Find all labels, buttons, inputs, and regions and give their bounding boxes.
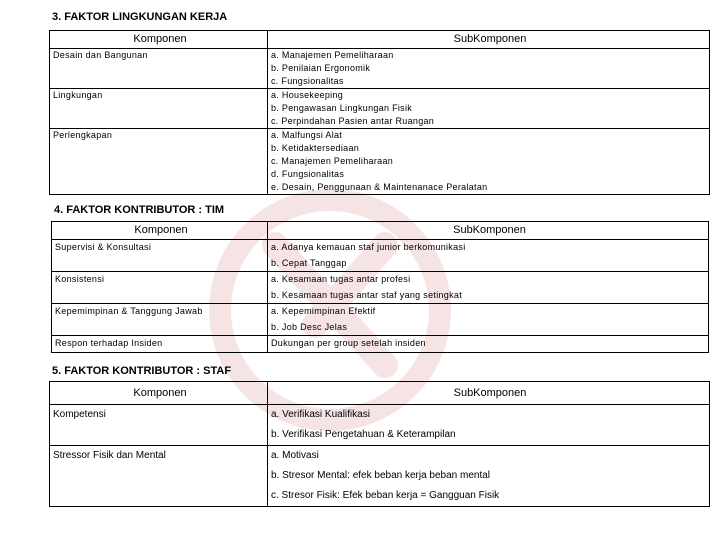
table-staf	[49, 381, 710, 507]
sub-item: d. Fungsionalitas	[271, 169, 345, 179]
sub-item: b. Stresor Mental: efek beban kerja beban mental	[271, 470, 491, 481]
komponen-cell: Desain dan Bangunan	[53, 50, 148, 60]
sub-item: c. Perpindahan Pasien antar Ruangan	[271, 116, 435, 126]
section-title-tim: 4. FAKTOR KONTRIBUTOR : TIM	[54, 204, 225, 216]
komponen-cell: Perlengkapan	[53, 130, 113, 140]
table-row	[50, 129, 710, 195]
header-subkomponen: SubKomponen	[268, 31, 710, 49]
table-row	[52, 240, 709, 272]
table-header	[50, 382, 710, 405]
sub-item: b. Ketidaktersediaan	[271, 143, 360, 153]
header-komponen: Komponen	[50, 382, 268, 405]
header-komponen: Komponen	[50, 31, 268, 49]
section-title-lingkungan-kerja: 3. FAKTOR LINGKUNGAN KERJA	[52, 11, 228, 23]
table-row	[52, 304, 709, 336]
table-header	[52, 222, 709, 240]
sub-item: b. Verifikasi Pengetahuan & Keterampilan	[271, 429, 456, 440]
sub-item: b. Kesamaan tugas antar staf yang setingkat	[271, 289, 463, 300]
sub-item: b. Cepat Tanggap	[271, 257, 347, 268]
sub-item: b. Pengawasan Lingkungan Fisik	[271, 103, 413, 113]
sub-item: a. Kepemimpinan Efektif	[271, 306, 376, 316]
komponen-cell: Supervisi & Konsultasi	[55, 242, 152, 252]
komponen-cell: Respon terhadap Insiden	[55, 338, 163, 348]
sub-item: a. Adanya kemauan staf junior berkomunikasi	[271, 242, 466, 252]
sub-item: c. Stresor Fisik: Efek beban kerja = Gangguan Fisik	[271, 490, 500, 501]
sub-item: b. Job Desc Jelas	[271, 321, 348, 332]
komponen-cell: Kompetensi	[53, 409, 106, 420]
table-row	[50, 89, 710, 129]
sub-item: a. Manajemen Pemeliharaan	[271, 50, 394, 60]
komponen-cell: Kepemimpinan & Tanggung Jawab	[55, 306, 203, 316]
sub-item: a. Malfungsi Alat	[271, 130, 343, 140]
komponen-cell: Stressor Fisik dan Mental	[53, 450, 166, 461]
sub-item: a. Motivasi	[271, 450, 319, 461]
table-lingkungan-kerja	[49, 30, 710, 195]
table-row	[50, 446, 710, 507]
table-row	[50, 405, 710, 446]
sub-item: c. Manajemen Pemeliharaan	[271, 156, 394, 166]
sub-item: a. Kesamaan tugas antar profesi	[271, 274, 411, 284]
sub-item: b. Penilaian Ergonomik	[271, 63, 371, 73]
sub-item: Dukungan per group setelah insiden	[271, 338, 426, 348]
table-row	[52, 336, 709, 353]
sub-item: e. Desain, Penggunaan & Maintenanace Peralatan	[271, 182, 488, 192]
komponen-cell: Lingkungan	[53, 90, 103, 100]
sub-item: a. Verifikasi Kualifikasi	[271, 409, 370, 420]
header-subkomponen: SubKomponen	[268, 222, 709, 240]
table-row	[52, 272, 709, 304]
table-tim	[51, 221, 709, 353]
table-row	[50, 49, 710, 89]
sub-item: a. Housekeeping	[271, 90, 344, 100]
sub-item: c. Fungsionalitas	[271, 76, 344, 86]
header-subkomponen: SubKomponen	[268, 382, 710, 405]
header-komponen: Komponen	[52, 222, 268, 240]
komponen-cell: Konsistensi	[55, 274, 105, 284]
table-header	[50, 31, 710, 49]
section-title-staf: 5. FAKTOR KONTRIBUTOR : STAF	[52, 365, 232, 377]
